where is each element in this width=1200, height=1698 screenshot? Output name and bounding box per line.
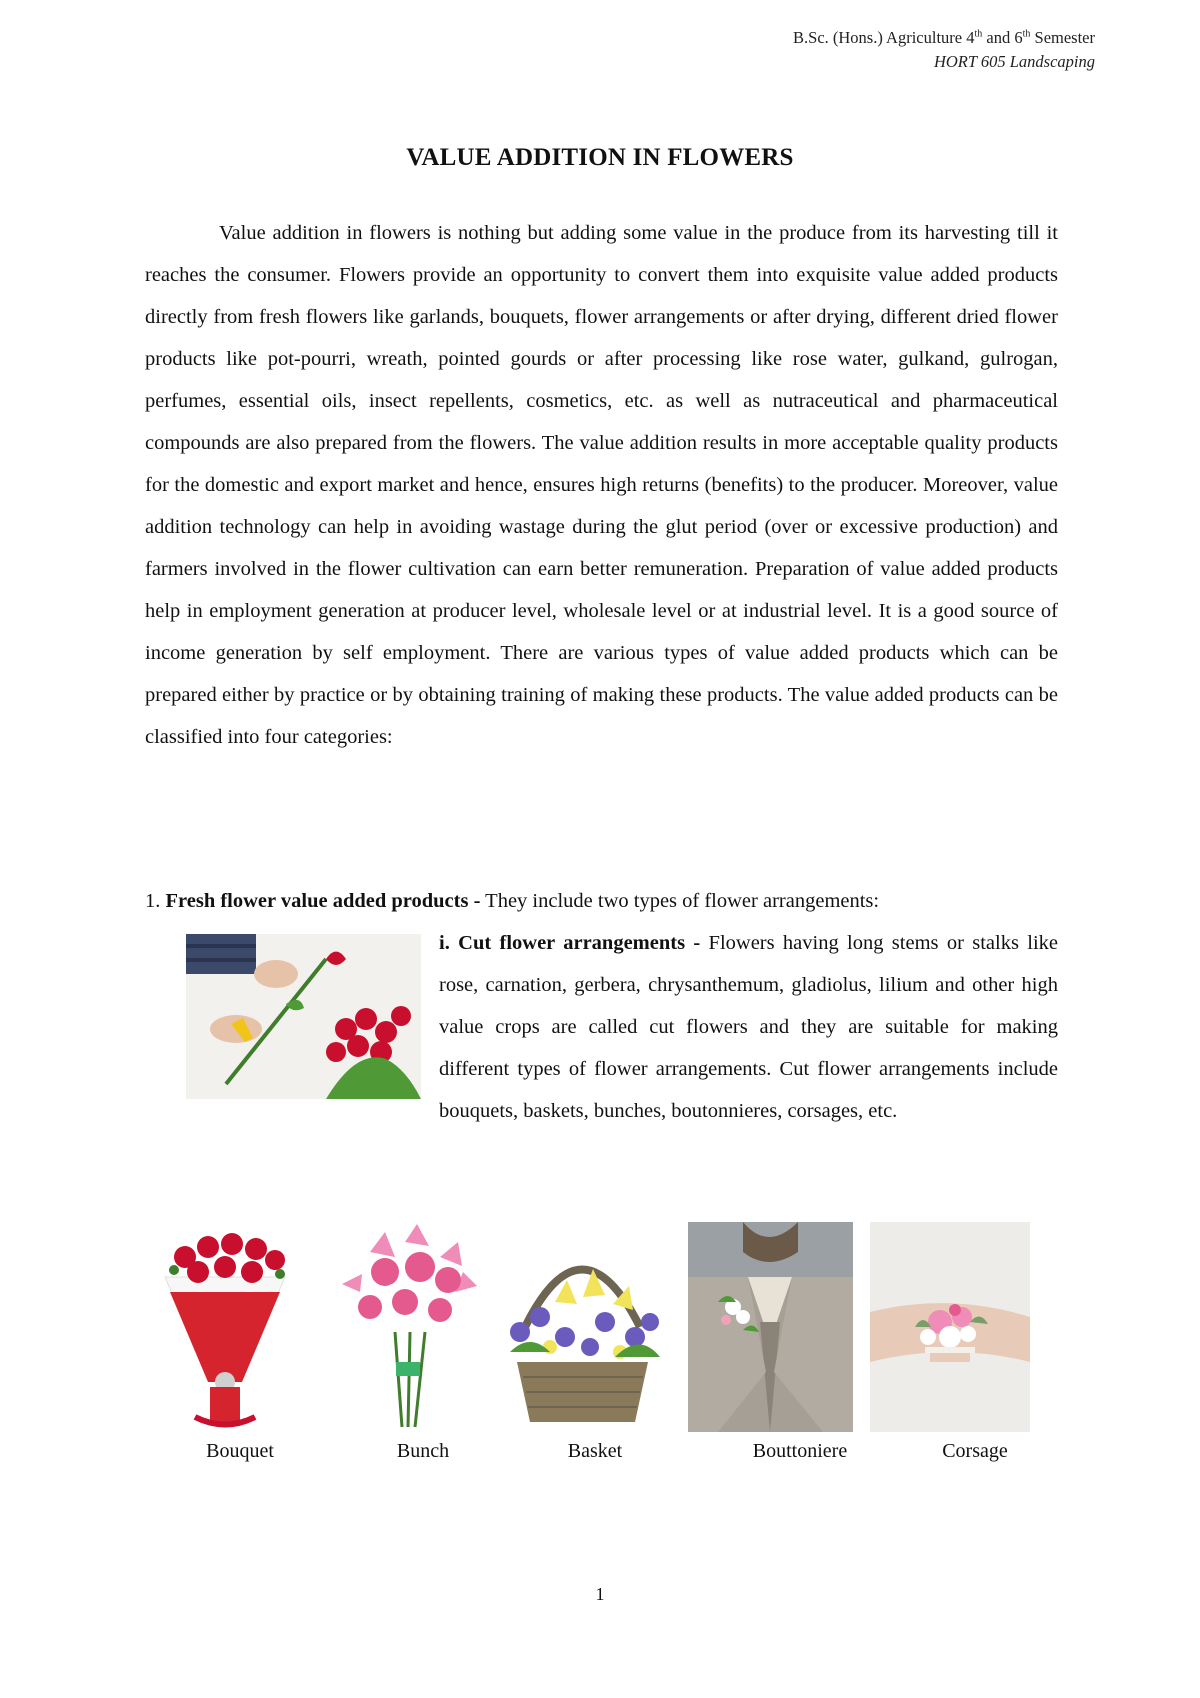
caption-bouquet: Bouquet xyxy=(206,1440,274,1462)
cutting-rose-image xyxy=(186,934,421,1099)
bunch-image xyxy=(330,1222,485,1432)
page-title: VALUE ADDITION IN FLOWERS xyxy=(406,144,794,171)
section-1-heading: Fresh flower value added products - xyxy=(165,890,481,912)
header-program: B.Sc. (Hons.) Agriculture 4th and 6th Semester xyxy=(793,28,1095,47)
caption-bunch: Bunch xyxy=(396,1440,450,1462)
caption-corsage: Corsage xyxy=(942,1440,1008,1462)
header-course: HORT 605 Landscaping xyxy=(933,52,1095,71)
bouquet-image xyxy=(150,1222,300,1432)
caption-basket: Basket xyxy=(567,1440,623,1462)
page-header xyxy=(793,26,1095,74)
page-number: 1 xyxy=(595,1584,605,1604)
section-1: 1. Fresh flower value added products - They include two types of flower arrangements: xyxy=(145,890,880,912)
corsage-image xyxy=(870,1222,1030,1432)
subsection-i-heading: i. Cut flower arrangements - xyxy=(439,932,701,954)
bouttoniere-image xyxy=(688,1222,853,1432)
arrangement-gallery xyxy=(150,1222,1060,1392)
intro-paragraph: Value addition in flowers is nothing but adding some value in the produce from its harvesting till it reaches the consumer. Flowers provide an opportunity to convert them into exquisite value added products directly from fresh flowers like garlands, bouquets, flower arrangements or after drying, different dried flower products like pot-pourri, wreath, pointed gourds or after processing like rose water, gulkand, gulrogan, perfumes, essential oils, insect repellents, cosmetics, etc. as well as nutraceutical and pharmaceutical compounds are also prepared from the flowers. The value addition results in more acceptable quality products for the domestic and export market and hence, ensures high returns (benefits) to the producer. Moreover, value addition technology can help in avoiding wastage during the glut period (over or excessive production) and farmers involved in the flower cultivation can earn better remuneration. Preparation of value added products help in employment generation at producer level, wholesale level or at industrial level. It is a good source of income generation by self employment. There are various types of value added products which can be prepared either by practice or by obtaining training of making these products. The value added products can be classified into four categories: xyxy=(145,222,1058,748)
caption-bouttoniere: Bouttoniere xyxy=(752,1440,848,1462)
subsection-i: i. Cut flower arrangements - Flowers having long stems or stalks like rose, carnation, gerbera, chrysanthemum, gladiolus, lilium and other high value crops are called cut flowers and they are suitable for making different types of flower arrangements. Cut flower arrangements include bouquets, baskets, bunches, boutonnieres, corsages, etc. xyxy=(182,922,1058,1132)
basket-image xyxy=(495,1222,670,1432)
